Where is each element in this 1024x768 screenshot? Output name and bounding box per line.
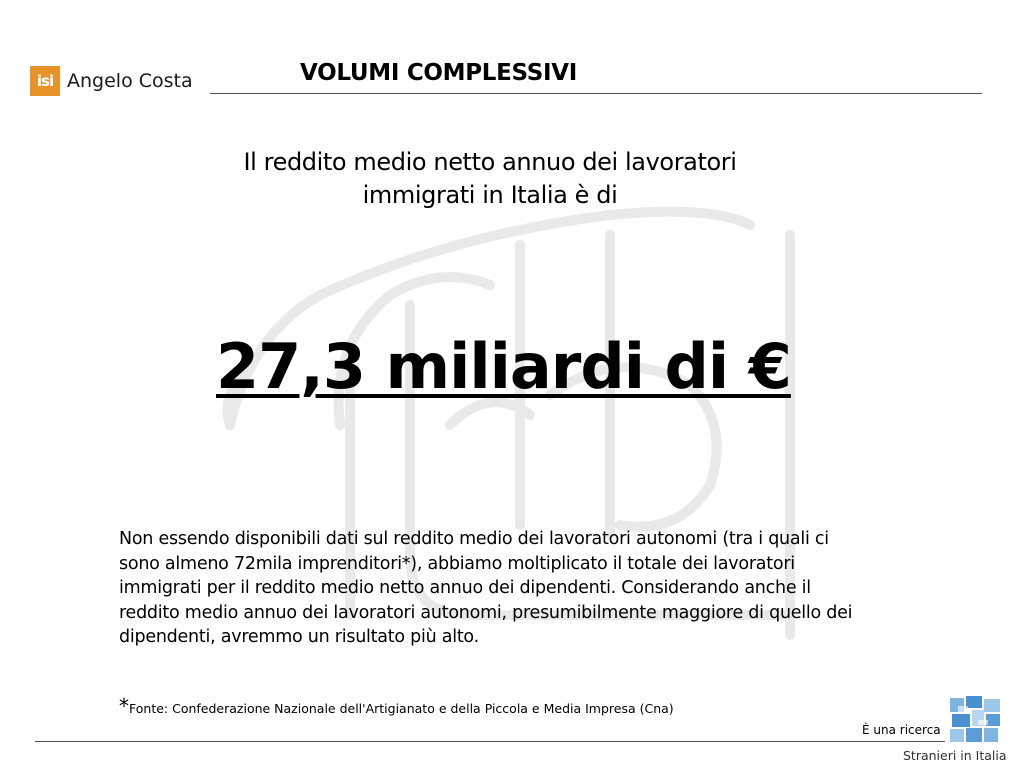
- slide-subtitle: [200, 146, 780, 212]
- logo-name: Angelo Costa: [67, 70, 193, 92]
- stranieri-in-italia-logo-icon: [950, 696, 1000, 744]
- footnote-asterisk: *: [119, 694, 129, 718]
- stranieri-in-italia-brand: Stranieri in Italia: [903, 748, 1007, 763]
- research-label: È una ricerca: [862, 723, 941, 737]
- headline-amount: 27,3 miliardi di €: [216, 330, 791, 403]
- footer-divider: [35, 741, 945, 742]
- isi-logo-mark: isi: [30, 66, 60, 96]
- explanation-paragraph: [119, 527, 889, 650]
- source-footnote: [119, 694, 674, 718]
- isi-angelo-costa-logo: [30, 66, 193, 96]
- title-divider: [210, 93, 982, 94]
- subtitle-line-1: Il reddito medio netto annuo dei lavoratori: [243, 148, 737, 176]
- paragraph-line: reddito medio annuo dei lavoratori autonomi, presumibilmente maggiore di quello dei: [119, 602, 853, 623]
- paragraph-line: immigrati per il reddito medio netto annuo dei dipendenti. Considerando anche il: [119, 578, 811, 598]
- footnote-text: Fonte: Confederazione Nazionale dell'Artigianato e della Piccola e Media Impresa (Cna): [129, 701, 674, 716]
- subtitle-line-2: immigrati in Italia è di: [362, 181, 618, 209]
- paragraph-line: sono almeno 72mila imprenditori*), abbiamo moltiplicato il totale dei lavoratori: [119, 553, 795, 574]
- slide-title: VOLUMI COMPLESSIVI: [300, 60, 578, 86]
- paragraph-line: Non essendo disponibili dati sul reddito medio dei lavoratori autonomi (tra i quali ci: [119, 529, 829, 549]
- paragraph-line: dipendenti, avremmo un risultato più alto.: [119, 627, 479, 647]
